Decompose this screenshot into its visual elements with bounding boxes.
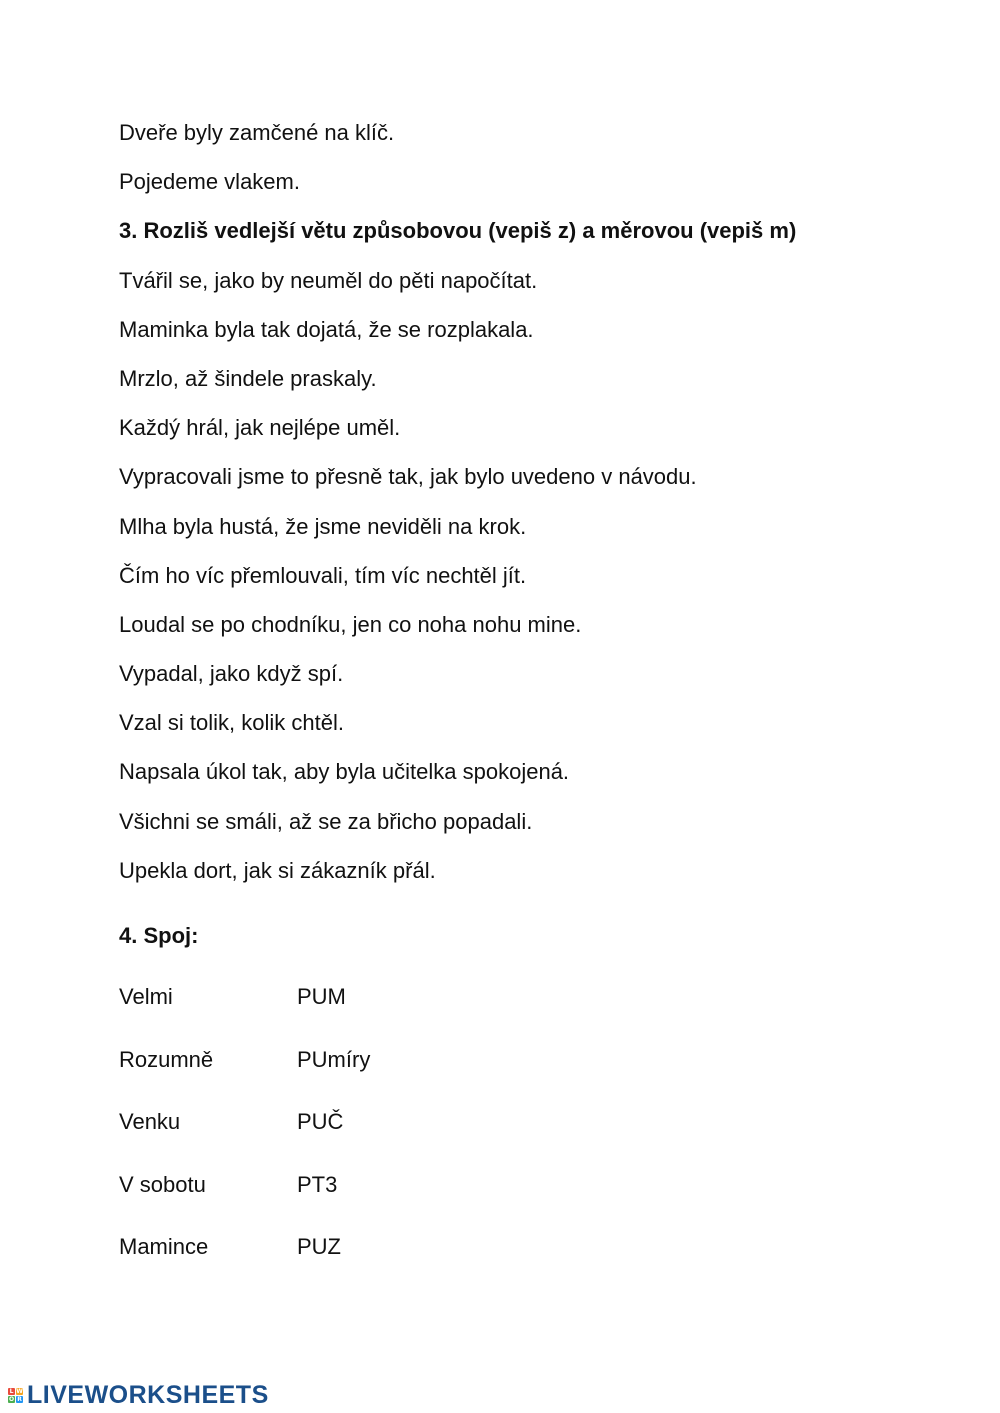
matching-table	[119, 982, 619, 1295]
match-row	[119, 1232, 619, 1262]
match-row	[119, 1170, 619, 1200]
worksheet-page	[119, 118, 919, 905]
sentence-item: Vypadal, jako když spí.	[119, 661, 344, 687]
section4-title: 4. Spoj:	[119, 923, 199, 948]
sentence-item: Mlha byla hustá, že jsme neviděli na krok.	[119, 513, 527, 539]
sentence-item: Vypracovali jsme to přesně tak, jak bylo uvedeno v návodu.	[119, 464, 697, 490]
sentence-item: Maminka byla tak dojatá, že se rozplakala.	[119, 316, 534, 342]
sentence-item: Každý hrál, jak nejlépe uměl.	[119, 415, 401, 441]
sentence-item: Čím ho víc přemlouvali, tím víc nechtěl jít.	[119, 562, 527, 588]
section3-sentences	[119, 266, 919, 886]
match-left-item[interactable]: V sobotu	[119, 1171, 206, 1197]
section3-title: 3. Rozliš vedlejší větu způsobovou (vepiš z) a měrovou (vepiš m)	[119, 218, 797, 244]
sentence-item: Mrzlo, až šindele praskaly.	[119, 365, 377, 391]
sentence-item: Napsala úkol tak, aby byla učitelka spokojená.	[119, 759, 570, 785]
match-right-item[interactable]: PT3	[297, 1171, 338, 1197]
match-row	[119, 1045, 619, 1075]
sentence-item: Všichni se smáli, až se za břicho popadali.	[119, 808, 533, 834]
sentence-item: Upekla dort, jak si zákazník přál.	[119, 857, 436, 883]
sentence-item: Loudal se po chodníku, jen co noha nohu mine.	[119, 611, 582, 637]
sentence-item: Vzal si tolik, kolik chtěl.	[119, 710, 344, 736]
match-row	[119, 1107, 619, 1137]
liveworksheets-logo	[8, 1381, 269, 1409]
match-row	[119, 982, 619, 1012]
intro-line: Pojedeme vlakem.	[119, 169, 300, 195]
logo-tile-icon: O	[8, 1395, 15, 1403]
match-left-item[interactable]: Velmi	[119, 984, 173, 1009]
logo-text: LIVEWORKSHEETS	[27, 1381, 269, 1409]
logo-tile-icon: W	[16, 1387, 23, 1395]
intro-lines	[119, 118, 919, 197]
logo-tile-icon: L	[9, 1387, 14, 1395]
match-right-item[interactable]: PUZ	[297, 1234, 341, 1259]
match-left-item[interactable]: Rozumně	[119, 1046, 214, 1072]
match-right-item[interactable]: PUmíry	[297, 1046, 371, 1072]
sentence-item: Tvářil se, jako by neuměl do pěti napočítat.	[119, 267, 538, 293]
logo-grid-icon	[8, 1388, 23, 1403]
match-left-item[interactable]: Venku	[119, 1109, 181, 1134]
logo-tile-icon: R	[17, 1395, 22, 1403]
match-right-item[interactable]: PUČ	[297, 1109, 344, 1134]
match-right-item[interactable]: PUM	[297, 984, 346, 1009]
intro-line: Dveře byly zamčené na klíč.	[119, 120, 395, 145]
match-left-item[interactable]: Mamince	[119, 1234, 209, 1259]
